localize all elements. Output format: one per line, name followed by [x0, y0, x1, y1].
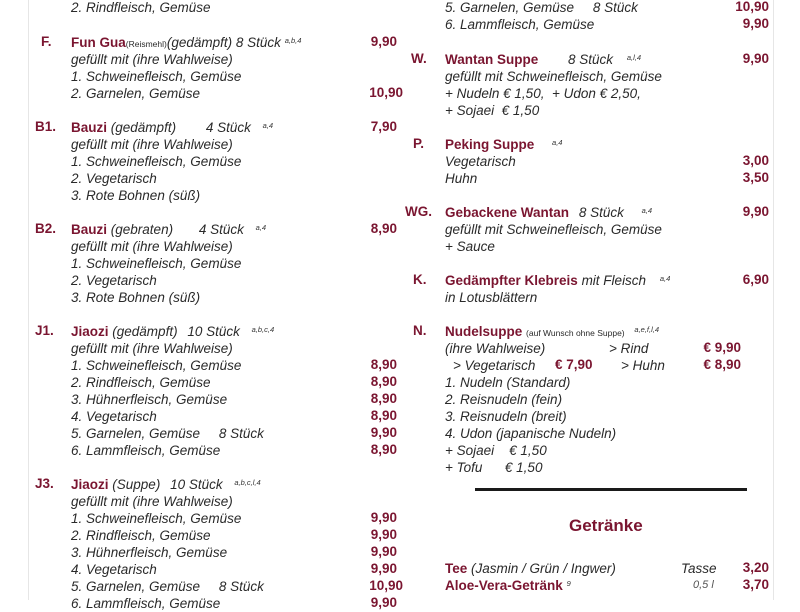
item-addon: + Nudeln € 1,50, + Udon € 2,50, — [445, 86, 641, 101]
item-code: B2. — [35, 221, 57, 236]
menu-option: 5. Garnelen, Gemüse 8 Stück — [445, 0, 638, 15]
drink-unit: Tasse — [681, 561, 717, 576]
item-subtitle: in Lotusblättern — [445, 290, 538, 305]
menu-option: 1. Nudeln (Standard) — [445, 375, 571, 390]
item-prep: (gebraten) — [110, 222, 174, 237]
item-count: 10 Stück — [187, 324, 240, 339]
item-title: Bauzi — [71, 120, 108, 135]
menu-option: 2. Rindfleisch, Gemüse — [71, 375, 211, 390]
menu-option: 2. Rindfleisch, Gemüse — [71, 0, 211, 15]
variant-price: € 9,90 — [703, 340, 741, 355]
item-count: 4 Stück — [205, 120, 251, 135]
item-price: 6,90 — [742, 272, 769, 287]
menu-option: 5. Garnelen, Gemüse 8 Stück — [71, 579, 264, 594]
item-count: 10 Stück — [170, 477, 223, 492]
item-code: F. — [41, 34, 52, 49]
item-subtitle: gefüllt mit (ihre Wahlweise) — [71, 341, 233, 356]
item-subtitle: gefüllt mit (ihre Wahlweise) — [71, 137, 233, 152]
item-title: Bauzi — [71, 222, 108, 237]
menu-option: 6. Lammfleisch, Gemüse — [445, 17, 595, 32]
menu-option: 2. Reisnudeln (fein) — [445, 392, 563, 407]
option-price: 9,90 — [370, 561, 397, 576]
item-prep: (gedämpft) — [166, 35, 233, 50]
item-addon: + Sojaei € 1,50 — [445, 103, 540, 118]
item-code: K. — [413, 272, 427, 287]
item-addon: + Tofu € 1,50 — [445, 460, 543, 475]
option-price: 9,90 — [370, 595, 397, 610]
drink-desc: (Jasmin / Grün / Ingwer) — [471, 561, 616, 576]
item-title: Nudelsuppe — [445, 324, 523, 339]
drink-row — [445, 560, 616, 577]
variant-label: > Rind — [609, 341, 649, 356]
option-price: 3,00 — [742, 153, 769, 168]
item-price: 9,90 — [742, 204, 769, 219]
item-title: Gebackene Wantan — [445, 205, 570, 220]
item-title: Fun Gua — [71, 35, 126, 50]
item-code: P. — [413, 136, 425, 151]
menu-option: 6. Lammfleisch, Gemüse — [71, 443, 221, 458]
drink-price: 3,70 — [742, 577, 769, 592]
allergen-codes: a,b,4 — [284, 36, 302, 45]
allergen-codes: a,b,c,4 — [251, 325, 275, 334]
allergen-codes: a,4 — [641, 206, 653, 215]
allergen-codes: a,4 — [255, 223, 267, 232]
menu-item-header — [445, 136, 562, 153]
option-price: 10,90 — [369, 85, 403, 100]
item-prep: (gedämpft) — [110, 120, 177, 135]
item-count: 4 Stück — [198, 222, 244, 237]
menu-option: 3. Rote Bohnen (süß) — [71, 188, 201, 203]
menu-option: 2. Vegetarisch — [71, 273, 157, 288]
item-note: (Reismehl) — [125, 39, 167, 49]
menu-option: 3. Hühnerfleisch, Gemüse — [71, 545, 228, 560]
item-extra: mit Fleisch — [581, 273, 647, 288]
menu-option: 2. Garnelen, Gemüse — [71, 86, 201, 101]
item-subtitle: gefüllt mit (ihre Wahlweise) — [71, 494, 233, 509]
item-price: 8,90 — [370, 221, 397, 236]
section-divider — [475, 488, 747, 491]
drink-unit: 0,5 l — [693, 579, 714, 591]
menu-option: 4. Udon (japanische Nudeln) — [445, 426, 617, 441]
item-price: 9,90 — [370, 34, 397, 49]
item-addon: + Sauce — [445, 239, 495, 254]
item-prep: (Suppe) — [112, 477, 161, 492]
allergen-codes: a,4 — [659, 274, 671, 283]
menu-item-header — [445, 204, 652, 221]
item-subtitle: gefüllt mit (ihre Wahlweise) — [71, 52, 233, 67]
allergen-codes: a,l,4 — [626, 53, 641, 62]
allergen-codes: a,4 — [552, 138, 563, 147]
option-price: 8,90 — [370, 391, 397, 406]
menu-option: 1. Schweinefleisch, Gemüse — [71, 256, 242, 271]
allergen-codes: a,e,f,l,4 — [634, 325, 660, 334]
option-price: 9,90 — [370, 544, 397, 559]
variant-label: > Vegetarisch — [453, 358, 536, 373]
menu-option: 3. Hühnerfleisch, Gemüse — [71, 392, 228, 407]
option-price: 9,90 — [742, 16, 769, 31]
item-subtitle: gefüllt mit Schweinefleisch, Gemüse — [445, 69, 662, 84]
item-price: 9,90 — [742, 51, 769, 66]
menu-item-header — [71, 323, 274, 340]
menu-option: 6. Lammfleisch, Gemüse — [71, 596, 221, 611]
option-price: 8,90 — [370, 408, 397, 423]
menu-item-header — [71, 476, 261, 493]
item-title: Gedämpfter Klebreis — [445, 273, 578, 288]
menu-option: 2. Vegetarisch — [71, 171, 157, 186]
item-code: J1. — [35, 323, 54, 338]
menu-option: 1. Schweinefleisch, Gemüse — [71, 154, 242, 169]
menu-item-header — [445, 51, 641, 68]
menu-option: 3. Rote Bohnen (süß) — [71, 290, 201, 305]
item-title: Peking Suppe — [445, 137, 535, 152]
drink-title: Aloe-Vera-Getränk — [445, 578, 563, 593]
menu-option: 1. Schweinefleisch, Gemüse — [71, 69, 242, 84]
option-price: 3,50 — [742, 170, 769, 185]
menu-option: 1. Schweinefleisch, Gemüse — [71, 511, 242, 526]
drink-title: Tee — [445, 561, 468, 576]
item-code: W. — [411, 51, 427, 66]
item-note: (auf Wunsch ohne Suppe) — [526, 328, 625, 338]
item-subtitle: (ihre Wahlweise) — [445, 341, 546, 356]
item-price: 7,90 — [370, 119, 397, 134]
option-price: 8,90 — [370, 442, 397, 457]
menu-item-header — [445, 323, 659, 340]
option-price: 8,90 — [370, 374, 397, 389]
allergen-codes: 9 — [566, 579, 571, 588]
option-price: 10,90 — [735, 0, 769, 14]
item-subtitle: gefüllt mit (ihre Wahlweise) — [71, 239, 233, 254]
option-price: 10,90 — [369, 578, 403, 593]
menu-item-header — [71, 221, 266, 238]
item-title: Jiaozi — [71, 477, 109, 492]
menu-item-header — [445, 272, 670, 289]
menu-option: 5. Garnelen, Gemüse 8 Stück — [71, 426, 264, 441]
variant-price: € 8,90 — [703, 357, 741, 372]
item-addon: + Sojaei € 1,50 — [445, 443, 547, 458]
item-count: 8 Stück — [578, 205, 624, 220]
menu-option: 2. Rindfleisch, Gemüse — [71, 528, 211, 543]
item-code: J3. — [35, 476, 54, 491]
item-title: Wantan Suppe — [445, 52, 539, 67]
drink-row — [445, 577, 571, 594]
option-price: 9,90 — [370, 510, 397, 525]
menu-page — [28, 0, 774, 611]
option-price: 8,90 — [370, 357, 397, 372]
menu-option: 4. Vegetarisch — [71, 562, 157, 577]
item-count: 8 Stück — [235, 35, 281, 50]
variant-label: > Huhn — [621, 358, 665, 373]
item-code: WG. — [405, 204, 432, 219]
menu-item-header — [71, 119, 273, 136]
item-subtitle: gefüllt mit Schweinefleisch, Gemüse — [445, 222, 662, 237]
menu-option: 4. Vegetarisch — [71, 409, 157, 424]
item-code: B1. — [35, 119, 57, 134]
allergen-codes: a,b,c,l,4 — [234, 478, 261, 487]
menu-option: Huhn — [445, 171, 478, 186]
item-prep: (gedämpft) — [112, 324, 178, 339]
item-count: 8 Stück — [568, 52, 614, 67]
allergen-codes: a,4 — [262, 121, 274, 130]
variant-price: € 7,90 — [555, 357, 593, 372]
menu-option: Vegetarisch — [445, 154, 516, 169]
section-heading: Getränke — [569, 516, 643, 535]
item-title: Jiaozi — [71, 324, 109, 339]
option-price: 9,90 — [370, 527, 397, 542]
drink-price: 3,20 — [742, 560, 769, 575]
item-code: N. — [413, 323, 427, 338]
menu-option: 3. Reisnudeln (breit) — [445, 409, 567, 424]
menu-option: 1. Schweinefleisch, Gemüse — [71, 358, 242, 373]
menu-item-header — [71, 34, 301, 51]
option-price: 9,90 — [370, 425, 397, 440]
